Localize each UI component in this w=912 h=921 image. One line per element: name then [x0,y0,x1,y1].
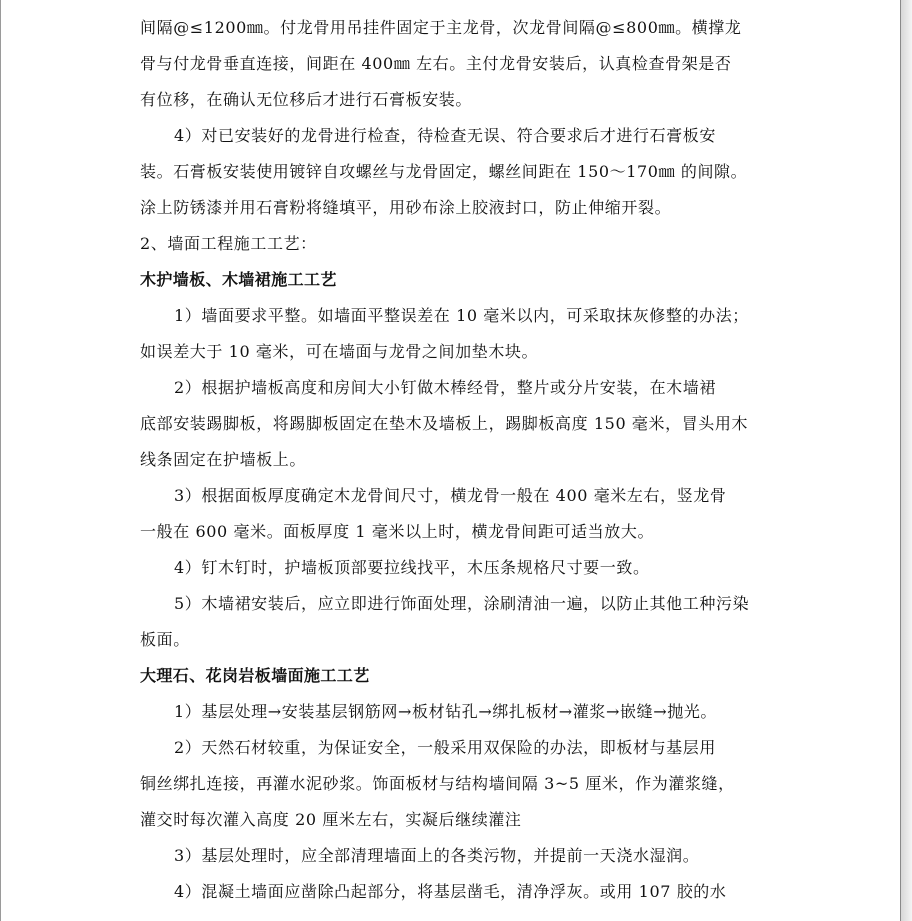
document-page [140,10,778,910]
text-line: 线条固定在护墙板上。 [140,450,307,469]
page-frame-left-border [0,0,1,921]
text-line: 装。石膏板安装使用镀锌自攻螺丝与龙骨固定，螺丝间距在 150～170㎜ 的间隙。 [140,162,748,181]
subsection-heading: 大理石、花岗岩板墙面施工工艺 [140,666,370,685]
text-line: 如误差大于 10 毫米，可在墙面与龙骨之间加垫木块。 [140,342,539,361]
paragraph-start-line: 1）基层处理→安装基层钢筋网→板材钻孔→绑扎板材→灌浆→嵌缝→抛光。 [174,702,718,721]
text-line: 涂上防锈漆并用石膏粉将缝填平，用砂布涂上胶液封口，防止伸缩开裂。 [140,198,672,217]
paragraph-start-line: 4）混凝土墙面应凿除凸起部分，将基层凿毛，清净浮灰。或用 107 胶的水 [174,882,727,901]
text-line: 骨与付龙骨垂直连接，间距在 400㎜ 左右。主付龙骨安装后，认真检查骨架是否 [140,54,732,73]
text-line: 有位移，在确认无位移后才进行石膏板安装。 [140,90,473,109]
paragraph-start-line: 3）基层处理时，应全部清理墙面上的各类污物，并提前一天浇水湿润。 [174,846,700,865]
text-line: 灌交时每次灌入高度 20 厘米左右，实凝后继续灌注 [140,810,522,829]
paragraph-start-line: 4）对已安装好的龙骨进行检查，待检查无误、符合要求后才进行石膏板安 [174,126,716,145]
paragraph-start-line: 1）墙面要求平整。如墙面平整误差在 10 毫米以内，可采取抹灰修整的办法； [174,306,749,325]
text-line: 间隔@≤1200㎜。付龙骨用吊挂件固定于主龙骨，次龙骨间隔@≤800㎜。横撑龙 [140,18,742,37]
paragraph-start-line: 2）天然石材较重，为保证安全，一般采用双保险的办法，即板材与基层用 [174,738,716,757]
section-heading: 2、墙面工程施工工艺： [140,234,317,253]
text-line: 一般在 600 毫米。面板厚度 1 毫米以上时，横龙骨间距可适当放大。 [140,522,655,541]
paragraph-start-line: 3）根据面板厚度确定木龙骨间尺寸，横龙骨一般在 400 毫米左右，竖龙骨 [174,486,727,505]
subsection-heading: 木护墙板、木墙裙施工工艺 [140,270,337,289]
text-line: 板面。 [140,630,190,649]
paragraph-start-line: 4）钉木钉时，护墙板顶部要拉线找平，木压条规格尺寸要一致。 [174,558,650,577]
page-frame-shadow [901,0,912,921]
paragraph-start-line: 2）根据护墙板高度和房间大小钉做木棒经骨，整片或分片安装，在木墙裙 [174,378,716,397]
text-line: 铜丝绑扎连接，再灌水泥砂浆。饰面板材与结构墙间隔 3~5 厘米，作为灌浆缝， [140,774,735,793]
text-line: 底部安装踢脚板，将踢脚板固定在垫木及墙板上，踢脚板高度 150 毫米，冒头用木 [140,414,749,433]
paragraph-start-line: 5）木墙裙安装后，应立即进行饰面处理，涂刷清油一遍，以防止其他工种污染 [174,594,750,613]
